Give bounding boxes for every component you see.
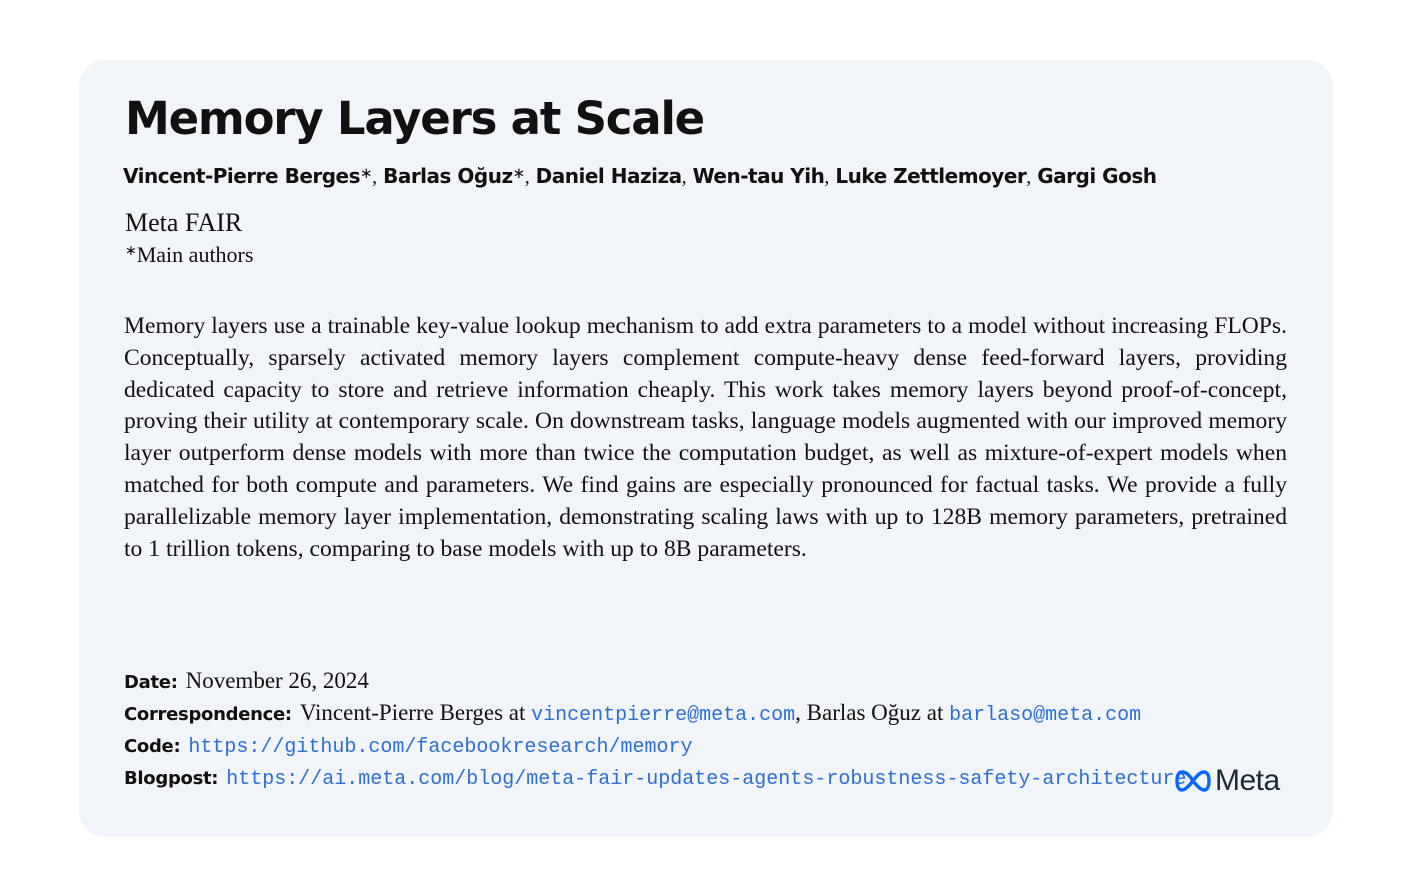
author-name: Gargi Gosh [1037, 164, 1157, 188]
date-row [124, 668, 369, 694]
author-name: Vincent-Pierre Berges [123, 164, 361, 188]
author-separator: , [372, 166, 377, 188]
correspondence-name-2: , Barlas Oğuz at [795, 700, 950, 725]
correspondence-email-link-2[interactable]: barlaso@meta.com [949, 704, 1142, 727]
author-name: Luke Zettlemoyer [835, 164, 1027, 188]
correspondence-label: Correspondence: [124, 704, 292, 725]
blogpost-row [124, 764, 1186, 791]
correspondence-name-1: Vincent-Pierre Berges at [299, 700, 532, 725]
main-authors-note [125, 242, 253, 268]
meta-infinity-icon [1175, 770, 1211, 792]
author-mark: ∗ [360, 166, 373, 182]
author-name: Daniel Haziza [535, 164, 682, 188]
author-separator: , [1026, 166, 1031, 188]
author-separator: , [524, 166, 530, 188]
note-text: Main authors [136, 242, 254, 267]
author-separator: , [681, 166, 687, 188]
author-separator: , [824, 166, 829, 188]
meta-logo [1175, 764, 1280, 798]
code-label: Code: [124, 736, 181, 757]
affiliation: Meta FAIR [125, 208, 243, 237]
abstract: Memory layers use a trainable key-value lookup mechanism to add extra parameters to a model without increasing FLOPs. Conceptually, sparsely activated memory layers complement compute-heavy dense feed-forward layers, providing dedicated capacity to store and retrieve information cheaply. This work takes memory layers beyond proof-of-concept, proving their utility at contemporary scale. On downstream tasks, language models augmented with our improved memory layer outperform dense models with more than twice the computation budget, as well as mixture-of-expert models when matched for both compute and parameters. We find gains are especially pronounced for factual tasks. We provide a fully parallelizable memory layer implementation, demonstrating scaling laws with up to 128B memory parameters, pretrained to 1 trillion tokens, comparing to base models with up to 8B parameters. [124, 313, 1287, 562]
date-value: November 26, 2024 [185, 668, 369, 693]
correspondence-row [124, 700, 1141, 727]
correspondence-email-link-1[interactable]: vincentpierre@meta.com [531, 704, 796, 727]
code-row [124, 732, 692, 759]
author-name: Wen-tau Yih [692, 164, 825, 188]
blogpost-label: Blogpost: [124, 768, 219, 789]
paper-title: Memory Layers at Scale [125, 92, 704, 145]
author-list [123, 164, 1156, 189]
note-mark: ∗ [125, 244, 137, 259]
meta-wordmark: Meta [1215, 764, 1280, 797]
date-label: Date: [124, 672, 178, 693]
code-link[interactable]: https://github.com/facebookresearch/memory [188, 736, 693, 759]
author-mark: ∗ [512, 166, 525, 182]
paper-header-card [79, 60, 1333, 837]
blogpost-link[interactable]: https://ai.meta.com/blog/meta-fair-updates-agents-robustness-safety-architecture [226, 768, 1187, 791]
author-name: Barlas Oğuz [383, 164, 513, 188]
